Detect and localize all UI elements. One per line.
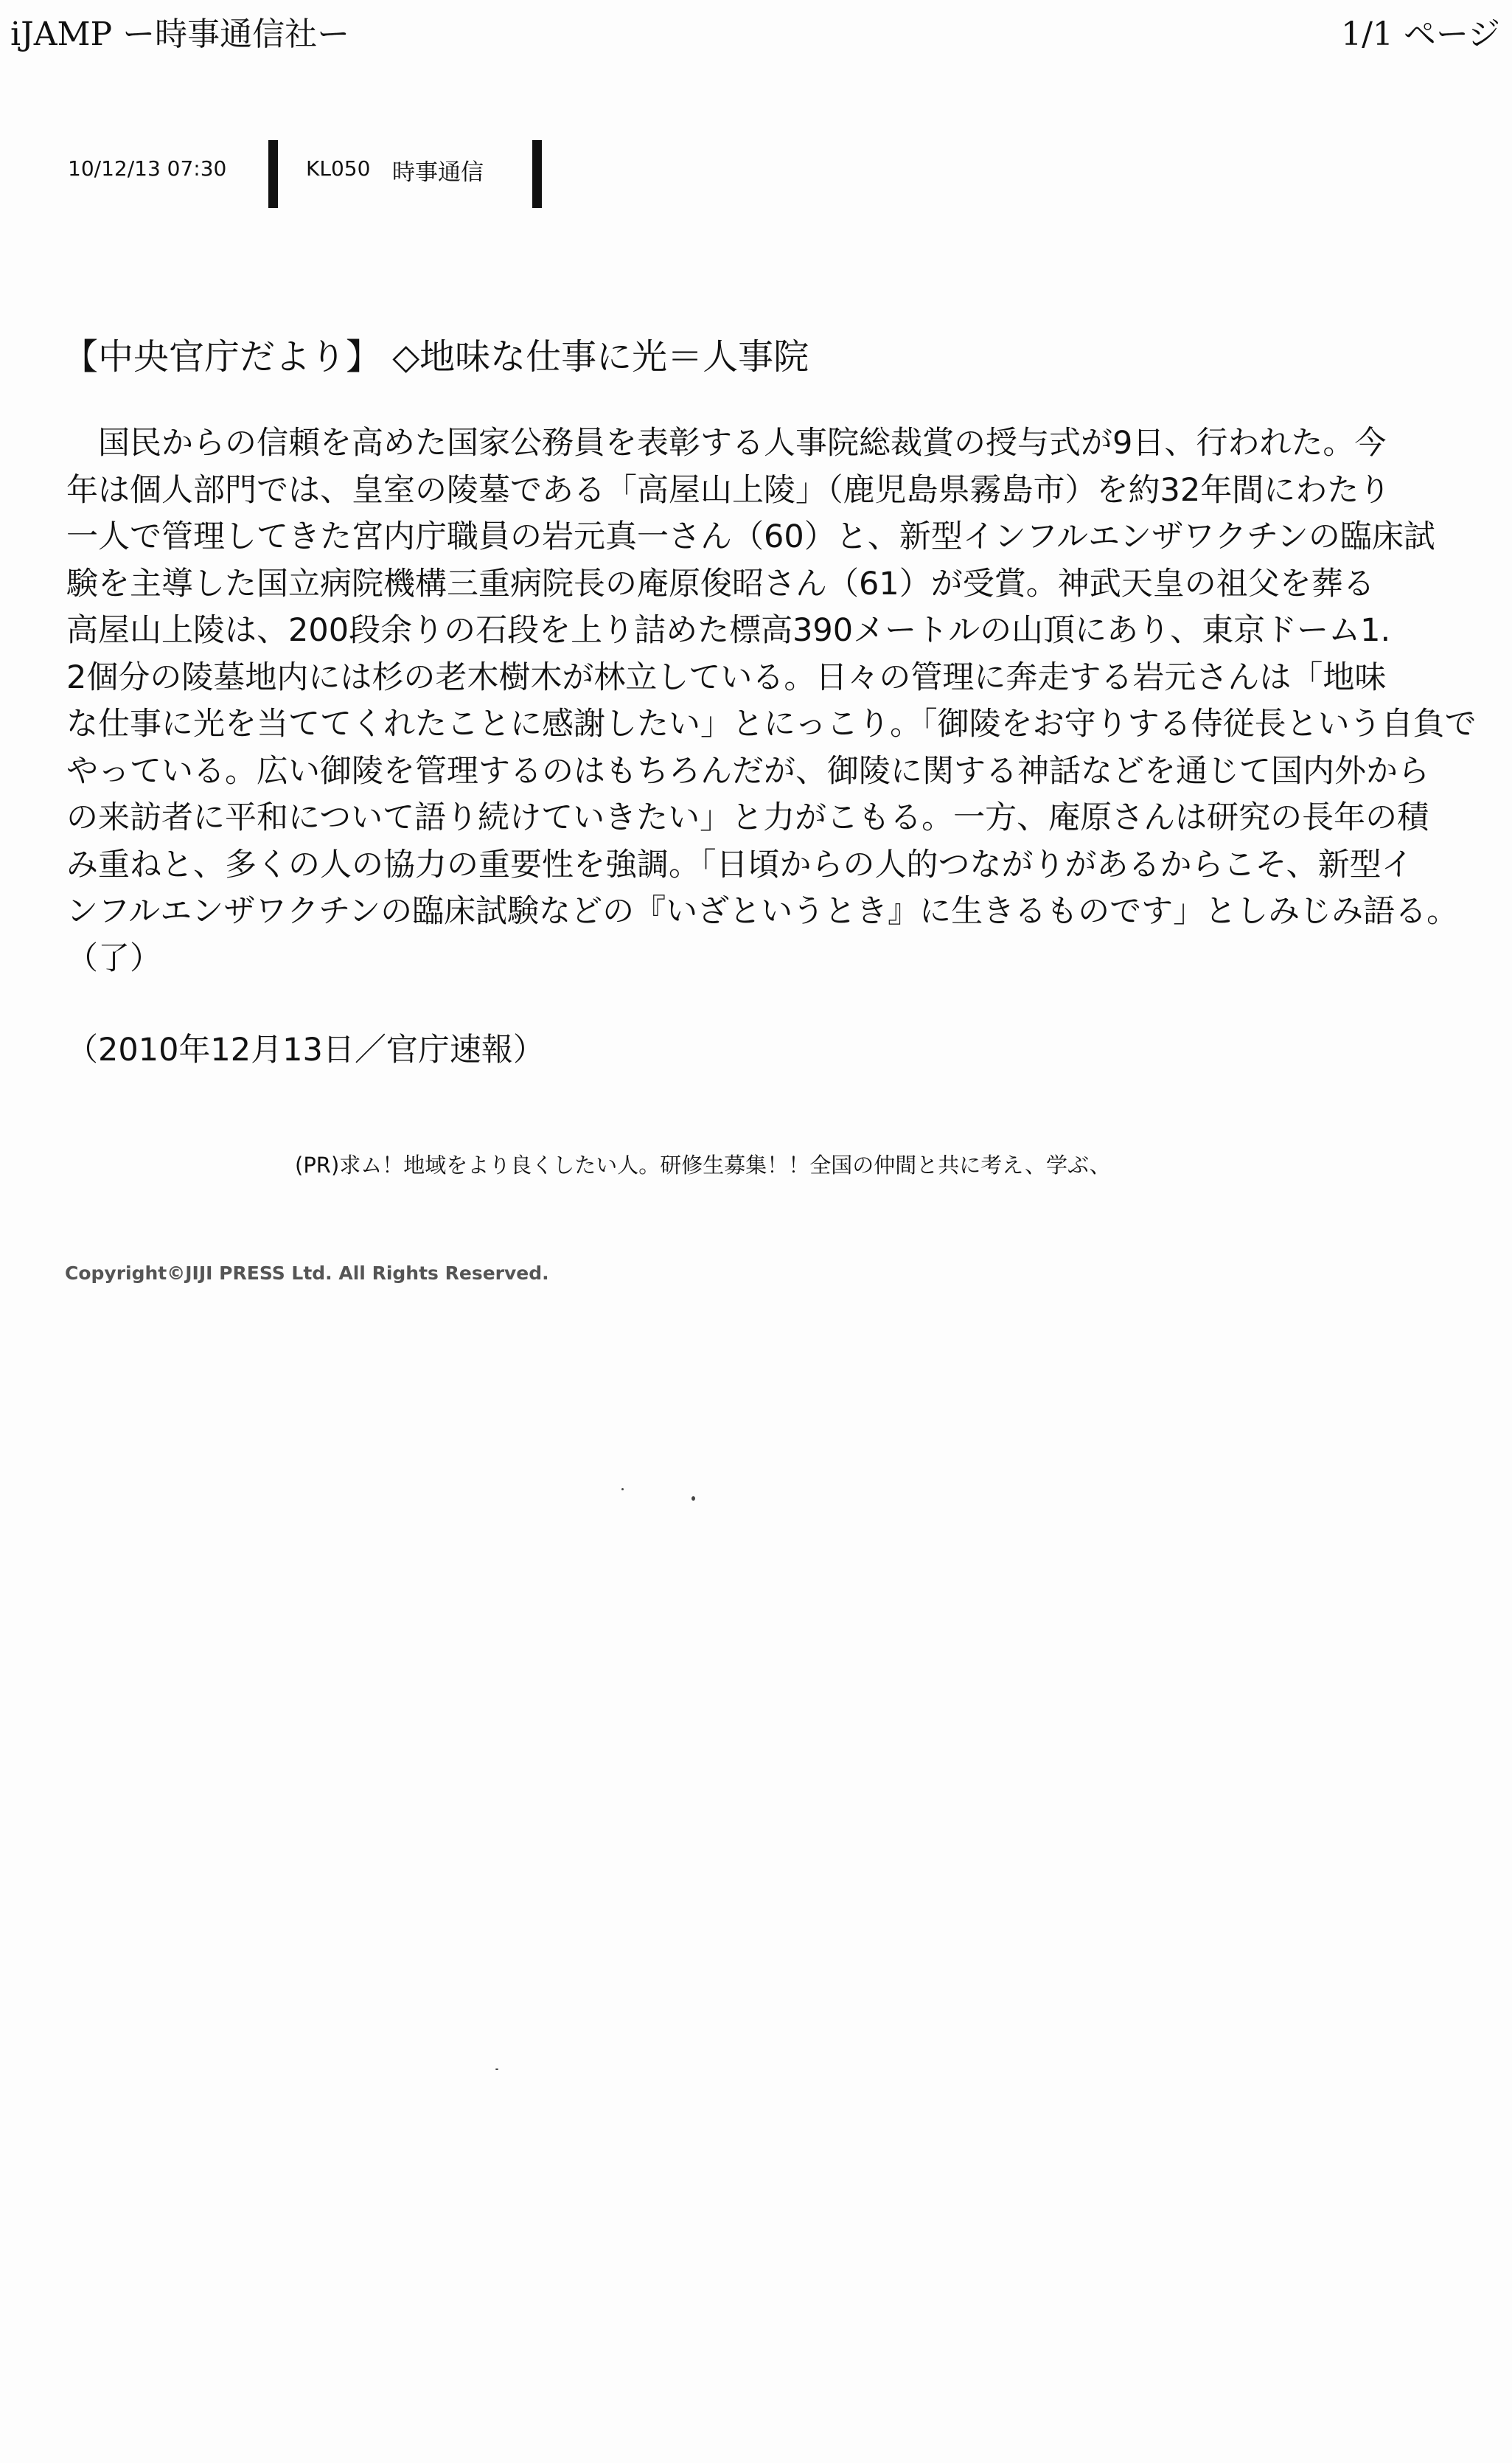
body-line: 国民からの信頼を高めた国家公務員を表彰する人事院総裁賞の授与式が9日、行われた。今 xyxy=(66,425,1387,462)
body-line: み重ねと、多くの人の協力の重要性を強調。「日頃からの人的つながりがあるからこそ、新型イ xyxy=(66,846,1413,883)
article-datetime: 10/12/13 07:30 xyxy=(68,156,227,181)
body-line: （了） xyxy=(66,939,161,977)
article-dateline: （2010年12月13日／官庁速報） xyxy=(66,1032,545,1069)
body-line: 験を主導した国立病院機構三重病院長の庵原俊昭さん（61）が受賞。神武天皇の祖父を葬る xyxy=(66,565,1375,602)
article-headline: 【中央官庁だより】 ◇地味な仕事に光＝人事院 xyxy=(63,336,809,378)
divider-bar xyxy=(268,140,278,208)
article-source: 時事通信 xyxy=(392,159,484,186)
body-line: 一人で管理してきた宮内庁職員の岩元真一さん（60）と、新型インフルエンザワクチンの臨床試 xyxy=(66,518,1435,555)
article-body xyxy=(66,420,1477,982)
body-line: 高屋山上陵は、200段余りの石段を上り詰めた標高390メートルの山頂にあり、東京ドーム1. xyxy=(66,612,1391,649)
print-title: iJAMP ー時事通信社ー xyxy=(10,15,350,53)
article-code: KL050 xyxy=(306,156,371,181)
pr-link[interactable]: (PR)求ム！地域をより良くしたい人。研修生募集！！全国の仲間と共に考え、学ぶ、 xyxy=(295,1153,1111,1178)
page-number: 1/1 ページ xyxy=(1341,15,1500,53)
body-line: 年は個人部門では、皇室の陵墓である「高屋山上陵」（鹿児島県霧島市）を約32年間にわたり xyxy=(66,471,1391,509)
print-header xyxy=(0,0,1512,59)
scan-speck xyxy=(691,1496,695,1501)
body-line: やっている。広い御陵を管理するのはもちろんだが、御陵に関する神話などを通じて国内外から xyxy=(66,752,1429,790)
scan-speck xyxy=(621,1488,624,1490)
body-line: ンフルエンザワクチンの臨床試験などの『いざというとき』に生きるものです」としみじみ語る。 xyxy=(66,893,1459,930)
divider-bar xyxy=(532,140,542,208)
copyright-notice: Copyright©JIJI PRESS Ltd. All Rights Reserved. xyxy=(65,1262,549,1284)
scan-speck xyxy=(495,2068,498,2070)
body-line: の来訪者に平和について語り続けていきたい」と力がこもる。一方、庵原さんは研究の長年の積 xyxy=(66,799,1429,836)
body-line: 2個分の陵墓地内には杉の老木樹木が林立している。日々の管理に奔走する岩元さんは「地味 xyxy=(66,659,1387,696)
body-line: な仕事に光を当ててくれたことに感謝したい」とにっこり。「御陵をお守りする侍従長という自負で xyxy=(66,706,1477,743)
